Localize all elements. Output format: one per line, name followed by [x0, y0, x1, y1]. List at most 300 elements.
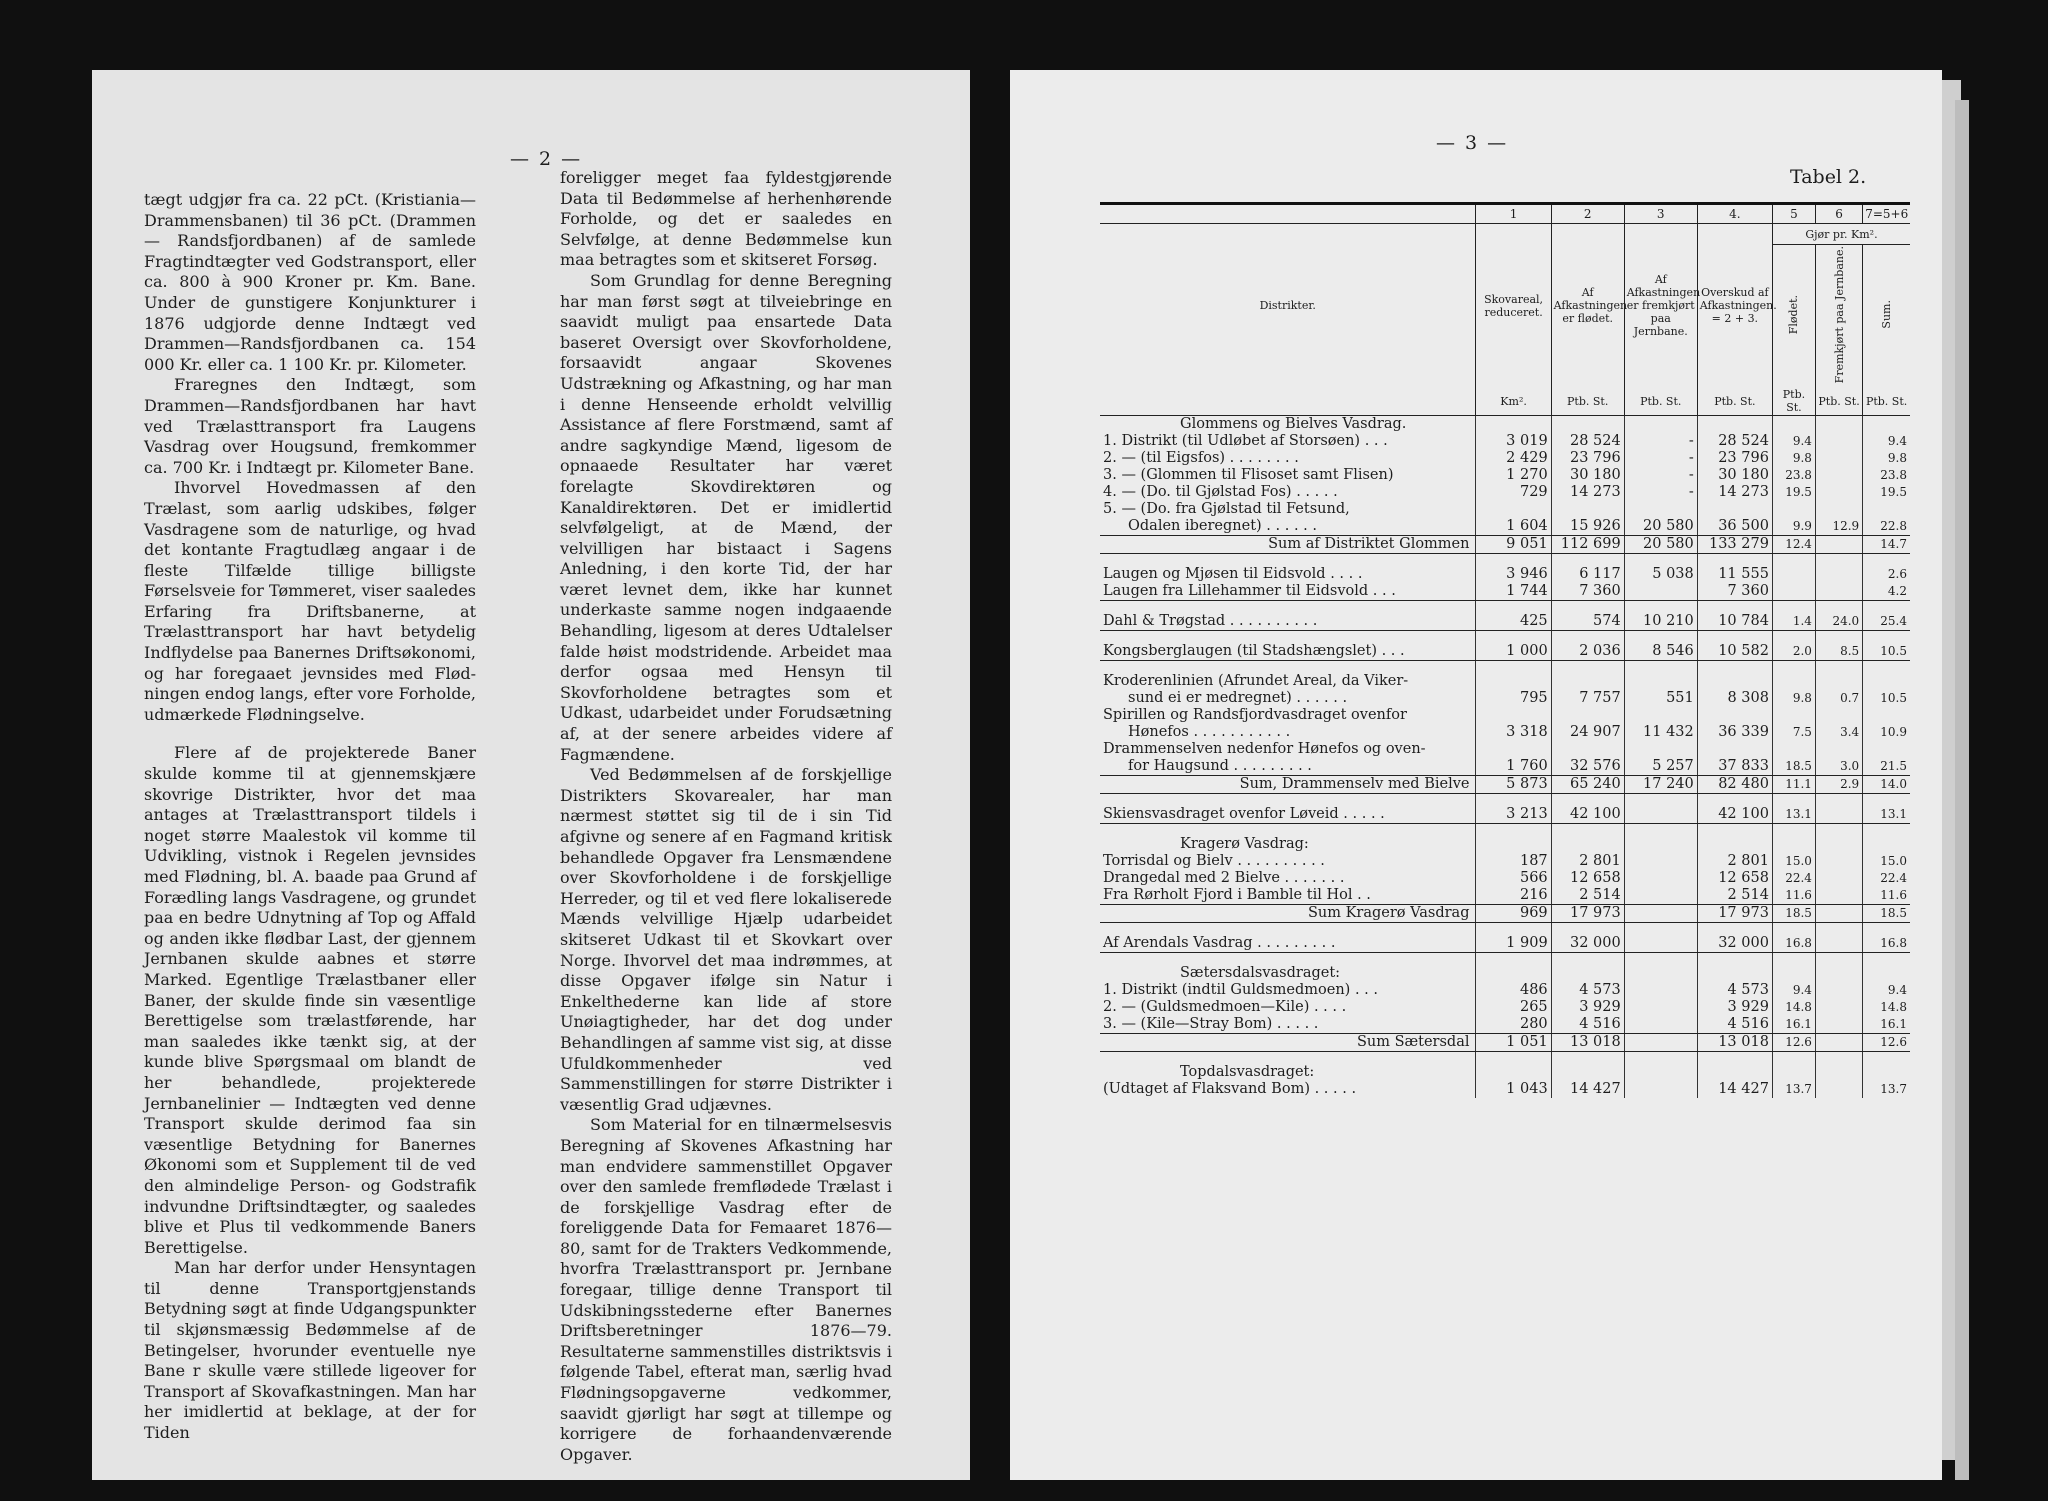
table-row: [1100, 583, 1910, 601]
value-cell: 15 926: [1551, 518, 1624, 536]
value-cell: [1624, 1064, 1697, 1081]
value-cell: [1772, 416, 1815, 434]
spacer-cell: [1815, 953, 1862, 966]
spacer-cell: [1697, 923, 1772, 936]
row-label: Glommens og Bielves Vasdrag.: [1180, 416, 1407, 433]
value-cell: [1815, 806, 1862, 824]
spacer-cell: [1815, 661, 1862, 674]
unit-cell: Ptb. St.: [1863, 387, 1910, 416]
value-cell: 14 273: [1551, 484, 1624, 501]
spacer-cell: [1697, 601, 1772, 614]
units-row: [1100, 387, 1910, 416]
value-cell: 795: [1476, 690, 1551, 707]
value-cell: 16.8: [1863, 935, 1910, 953]
value-cell: 3 019: [1476, 433, 1551, 450]
value-cell: 6 117: [1551, 566, 1624, 583]
value-cell: 1 000: [1476, 643, 1551, 661]
value-cell: 13.1: [1863, 806, 1910, 824]
value-cell: 3 946: [1476, 566, 1551, 583]
row-label: Sum Kragerø Vasdrag: [1100, 905, 1476, 923]
header-cell: 1: [1476, 204, 1551, 224]
header-cell: 7=5+6: [1863, 204, 1910, 224]
row-label: 3. — (Kile—Stray Bom) . . . . .: [1100, 1016, 1476, 1034]
value-cell: 425: [1476, 613, 1551, 631]
value-cell: 11.6: [1772, 887, 1815, 905]
value-cell: [1863, 965, 1910, 982]
value-cell: [1551, 965, 1624, 982]
value-cell: 10 582: [1697, 643, 1772, 661]
value-cell: [1863, 501, 1910, 518]
spacer-cell: [1624, 601, 1697, 614]
spacer-cell: [1100, 1052, 1476, 1065]
table-row: [1100, 433, 1910, 450]
spacer-cell: [1772, 661, 1815, 674]
spacer-cell: [1815, 794, 1862, 807]
value-cell: 20 580: [1624, 536, 1697, 554]
value-cell: 9.4: [1863, 433, 1910, 450]
unit-cell: Km².: [1476, 387, 1551, 416]
value-cell: 11.1: [1772, 776, 1815, 794]
spacer-cell: [1476, 923, 1551, 936]
table-row: [1100, 643, 1910, 661]
value-cell: [1772, 741, 1815, 758]
sum-row: [1100, 905, 1910, 923]
value-cell: 566: [1476, 870, 1551, 887]
value-cell: 2.0: [1772, 643, 1815, 661]
value-cell: [1772, 566, 1815, 583]
row-label: Kragerø Vasdrag:: [1180, 836, 1309, 853]
value-cell: 4 573: [1697, 982, 1772, 999]
spacer-cell: [1476, 601, 1551, 614]
spacer-cell: [1863, 1052, 1910, 1065]
value-cell: [1624, 870, 1697, 887]
value-cell: [1815, 982, 1862, 999]
row-label: Laugen fra Lillehammer til Eidsvold . . .: [1100, 583, 1476, 601]
text-column-left: [144, 190, 476, 1444]
paragraph: Ved Bedømmelsen af de forskjellige Distrikters Skovarealer, har man nærmest støttet sig til de i sin Tid afgivne og senere af en Fagmand kritisk behandlede Opgaver fra Lensmændene over Skovforholdene i de forskjellige Herreder, og til et ved flere lokaliserede Mænds velvillige Hjælp udarbeidet skitseret Udkast til et Skovkart over Norge. Ihvorvel det maa indrømmes, at disse Opgaver ifølge sin Natur i Enkelthederne kan lide af store Unøiagtigheder, har det dog under Behandlingen af samme vist sig, at disse Ufuldkommenheder ved Sammenstillingen for større Distrikter i væsentlig Grad udjævnes.: [560, 765, 892, 1114]
value-cell: 30 180: [1551, 467, 1624, 484]
sum-row: [1100, 536, 1910, 554]
value-cell: 13.1: [1772, 806, 1815, 824]
value-cell: [1815, 1081, 1862, 1098]
value-cell: -: [1624, 433, 1697, 450]
value-cell: [1624, 982, 1697, 999]
spacer-cell: [1100, 554, 1476, 567]
value-cell: 15.0: [1863, 853, 1910, 870]
row-label: Kroderenlinien (Afrundet Areal, da Viker-: [1103, 673, 1409, 690]
header-cell: [1100, 387, 1476, 416]
value-cell: 22.8: [1863, 518, 1910, 536]
row-label: Dahl & Trøgstad . . . . . . . . . .: [1100, 613, 1476, 631]
value-cell: 22.4: [1772, 870, 1815, 887]
value-cell: 42 100: [1697, 806, 1772, 824]
value-cell: 16.8: [1772, 935, 1815, 953]
spacer-row: [1100, 923, 1910, 936]
value-cell: 4 516: [1551, 1016, 1624, 1034]
value-cell: 10 784: [1697, 613, 1772, 631]
header-sum-km-label: Sum.: [1880, 300, 1894, 329]
sum-row: [1100, 1034, 1910, 1052]
value-cell: [1815, 999, 1862, 1016]
table-row: [1100, 982, 1910, 999]
value-cell: 19.5: [1863, 484, 1910, 501]
row-label: Hønefos . . . . . . . . . . .: [1128, 724, 1291, 741]
table-row: [1100, 501, 1910, 518]
row-label: 5. — (Do. fra Gjølstad til Fetsund,: [1103, 501, 1350, 518]
value-cell: [1697, 836, 1772, 853]
spacer-cell: [1863, 554, 1910, 567]
spacer-row: [1100, 601, 1910, 614]
value-cell: 9.8: [1772, 690, 1815, 707]
spacer-cell: [1100, 923, 1476, 936]
value-cell: 28 524: [1697, 433, 1772, 450]
spacer-cell: [1624, 554, 1697, 567]
row-label: 4. — (Do. til Gjølstad Fos) . . . . .: [1103, 484, 1338, 501]
spacer-cell: [1624, 953, 1697, 966]
value-cell: 16.1: [1772, 1016, 1815, 1034]
value-cell: 551: [1624, 690, 1697, 707]
value-cell: 18.5: [1863, 905, 1910, 923]
spacer-cell: [1697, 953, 1772, 966]
header-gjor: Gjør pr. Km².: [1772, 224, 1910, 245]
spacer-cell: [1624, 631, 1697, 644]
value-cell: 23 796: [1551, 450, 1624, 467]
value-cell: [1772, 583, 1815, 601]
row-label: Spirillen og Randsfjordvasdraget ovenfor: [1103, 707, 1407, 724]
value-cell: 2 514: [1551, 887, 1624, 905]
spacer-cell: [1697, 794, 1772, 807]
spacer-cell: [1476, 1052, 1551, 1065]
value-cell: [1476, 416, 1551, 434]
row-label: 1. Distrikt (til Udløbet af Storsøen) . . .: [1103, 433, 1388, 450]
value-cell: [1815, 583, 1862, 601]
value-cell: [1476, 673, 1551, 690]
spacer-cell: [1772, 1052, 1815, 1065]
value-cell: [1772, 1064, 1815, 1081]
value-cell: [1815, 870, 1862, 887]
value-cell: [1476, 1064, 1551, 1081]
value-cell: 24 907: [1551, 724, 1624, 741]
unit-cell: Ptb. St.: [1697, 387, 1772, 416]
header-fremkjort-km-label: Fremkjørt paa Jernbane.: [1832, 246, 1846, 384]
spacer-cell: [1815, 631, 1862, 644]
spacer-cell: [1772, 794, 1815, 807]
spacer-cell: [1551, 554, 1624, 567]
spacer-cell: [1551, 794, 1624, 807]
value-cell: 7 360: [1551, 583, 1624, 601]
value-cell: 14.0: [1863, 776, 1910, 794]
value-cell: 2.6: [1863, 566, 1910, 583]
table-row: [1100, 758, 1910, 776]
value-cell: 3.0: [1815, 758, 1862, 776]
value-cell: [1815, 566, 1862, 583]
paragraph: Fraregnes den Indtægt, som Drammen—Randsfjordbanen har havt ved Trælasttransport fra Laugens Vasdrag over Hougsund, fremkommer ca. 700 Kr. i Indtægt pr. Kilometer Bane.: [144, 375, 476, 477]
value-cell: [1697, 965, 1772, 982]
table-row: [1100, 450, 1910, 467]
value-cell: 36 500: [1697, 518, 1772, 536]
value-cell: [1551, 836, 1624, 853]
header-overskud: [1697, 224, 1777, 388]
value-cell: 15.0: [1772, 853, 1815, 870]
value-cell: 24.0: [1815, 613, 1862, 631]
value-cell: 12.9: [1815, 518, 1862, 536]
paragraph: tægt udgjør fra ca. 22 pCt. (Kristiania—Drammensbanen) til 36 pCt. (Drammen — Randsfjordbanen) af de samlede Fragtindtægter ved Godstransport, eller ca. 800 à 900 Kroner pr. Km. Bane. Under de gunstigere Konjunkturer i 1876 udgjorde denne Indtægt ved Drammen—Randsfjordbanen ca. 154 000 Kr. eller ca. 1 100 Kr. pr. Kilometer.: [144, 190, 476, 374]
value-cell: [1624, 741, 1697, 758]
section-row: [1100, 965, 1910, 982]
spacer-cell: [1697, 631, 1772, 644]
table-label: Tabel 2.: [1790, 166, 1867, 188]
spacer-row: [1100, 1052, 1910, 1065]
row-label: Fra Rørholt Fjord i Bamble til Hol . .: [1100, 887, 1476, 905]
value-cell: [1815, 484, 1862, 501]
table-row: [1100, 1016, 1910, 1034]
value-cell: [1476, 501, 1551, 518]
value-cell: [1624, 806, 1697, 824]
value-cell: 23.8: [1863, 467, 1910, 484]
value-cell: 1 604: [1476, 518, 1551, 536]
header-jernbane: Af Afkastningen er fremkjørt paa Jernbane.: [1624, 224, 1697, 388]
value-cell: 19.5: [1772, 484, 1815, 501]
value-cell: 13.7: [1772, 1081, 1815, 1098]
value-cell: 14.8: [1863, 999, 1910, 1016]
value-cell: 18.5: [1772, 758, 1815, 776]
value-cell: 1 744: [1476, 583, 1551, 601]
value-cell: [1551, 1064, 1624, 1081]
value-cell: 3 929: [1551, 999, 1624, 1016]
spacer-cell: [1624, 1052, 1697, 1065]
value-cell: [1476, 707, 1551, 724]
value-cell: [1815, 853, 1862, 870]
spacer-cell: [1100, 824, 1476, 837]
value-cell: 10.5: [1863, 690, 1910, 707]
section-row: [1100, 1064, 1910, 1081]
paragraph: foreligger meget faa fyldestgjørende Data til Bedømmelse af herhenhørende Forholde, og det er saaledes en Selvfølge, at denne Bedømmelse kun maa betragtes som et skitseret Forsøg.: [560, 168, 892, 270]
header-flodet-km-label: Flødet.: [1787, 295, 1801, 335]
value-cell: [1476, 965, 1551, 982]
value-cell: 4 516: [1697, 1016, 1772, 1034]
value-cell: [1815, 450, 1862, 467]
table-row: [1100, 707, 1910, 724]
spacer-cell: [1624, 923, 1697, 936]
unit-cell: Ptb. St.: [1551, 387, 1624, 416]
row-label: Sætersdalsvasdraget:: [1180, 965, 1341, 982]
value-cell: 42 100: [1551, 806, 1624, 824]
value-cell: 3 213: [1476, 806, 1551, 824]
value-cell: [1863, 1064, 1910, 1081]
value-cell: 2 036: [1551, 643, 1624, 661]
row-label: Topdalsvasdraget:: [1180, 1064, 1315, 1081]
unit-cell: Ptb. St.: [1772, 387, 1815, 416]
value-cell: [1772, 707, 1815, 724]
value-cell: -: [1624, 450, 1697, 467]
value-cell: [1815, 741, 1862, 758]
value-cell: 5 038: [1624, 566, 1697, 583]
value-cell: [1624, 501, 1697, 518]
value-cell: [1772, 501, 1815, 518]
value-cell: 112 699: [1551, 536, 1624, 554]
value-cell: [1476, 836, 1551, 853]
page-stack-edge: [1955, 100, 1969, 1480]
value-cell: 10.5: [1863, 643, 1910, 661]
value-cell: 25.4: [1863, 613, 1910, 631]
value-cell: 1 760: [1476, 758, 1551, 776]
spacer-cell: [1624, 824, 1697, 837]
spacer-cell: [1863, 953, 1910, 966]
table-row: [1100, 467, 1910, 484]
value-cell: [1697, 741, 1772, 758]
value-cell: [1624, 853, 1697, 870]
spacer-cell: [1624, 794, 1697, 807]
value-cell: [1697, 673, 1772, 690]
value-cell: [1624, 836, 1697, 853]
value-cell: -: [1624, 467, 1697, 484]
value-cell: 2 514: [1697, 887, 1772, 905]
value-cell: 8.5: [1815, 643, 1862, 661]
spacer-cell: [1815, 601, 1862, 614]
spacer-cell: [1476, 953, 1551, 966]
value-cell: 23.8: [1772, 467, 1815, 484]
value-cell: 17 973: [1697, 905, 1772, 923]
value-cell: [1815, 1064, 1862, 1081]
table-row: [1100, 484, 1910, 501]
value-cell: [1624, 416, 1697, 434]
value-cell: [1624, 1016, 1697, 1034]
value-cell: 10 210: [1624, 613, 1697, 631]
value-cell: 265: [1476, 999, 1551, 1016]
value-cell: 5 873: [1476, 776, 1551, 794]
value-cell: 12.6: [1863, 1034, 1910, 1052]
value-cell: 1 043: [1476, 1081, 1551, 1098]
row-label: Laugen og Mjøsen til Eidsvold . . . .: [1103, 566, 1363, 583]
value-cell: 28 524: [1551, 433, 1624, 450]
row-label: sund ei er medregnet) . . . . . .: [1128, 690, 1348, 707]
value-cell: [1815, 467, 1862, 484]
table-row: [1100, 690, 1910, 707]
value-cell: 10.9: [1863, 724, 1910, 741]
value-cell: [1815, 836, 1862, 853]
table-row: [1100, 853, 1910, 870]
value-cell: 11 432: [1624, 724, 1697, 741]
row-label: Kongsberglaugen (til Stadshængslet) . . .: [1100, 643, 1476, 661]
data-table: [1100, 202, 1910, 1098]
header-fremkjort-km: [1815, 245, 1862, 388]
spacer-cell: [1476, 631, 1551, 644]
spacer-row: [1100, 554, 1910, 567]
value-cell: [1772, 836, 1815, 853]
header-cell: 5: [1772, 204, 1815, 224]
spacer-cell: [1772, 824, 1815, 837]
spacer-cell: [1815, 824, 1862, 837]
spacer-cell: [1100, 953, 1476, 966]
value-cell: 1 909: [1476, 935, 1551, 953]
value-cell: 8 308: [1697, 690, 1772, 707]
value-cell: 36 339: [1697, 724, 1772, 741]
spacer-cell: [1772, 601, 1815, 614]
value-cell: 9.4: [1772, 433, 1815, 450]
value-cell: [1624, 999, 1697, 1016]
value-cell: [1624, 583, 1697, 601]
value-cell: 18.5: [1772, 905, 1815, 923]
value-cell: 280: [1476, 1016, 1551, 1034]
spacer-cell: [1697, 661, 1772, 674]
value-cell: 82 480: [1697, 776, 1772, 794]
value-cell: 17 973: [1551, 905, 1624, 923]
left-page: [92, 70, 970, 1480]
value-cell: [1697, 501, 1772, 518]
spacer-cell: [1100, 601, 1476, 614]
value-cell: 2.9: [1815, 776, 1862, 794]
row-label: Odalen iberegnet) . . . . . .: [1100, 518, 1476, 536]
header-overskud-formula: = 2 + 3.: [1711, 312, 1759, 326]
value-cell: 2 801: [1697, 853, 1772, 870]
header-cell: 2: [1551, 204, 1624, 224]
value-cell: 729: [1476, 484, 1551, 501]
value-cell: 2 429: [1476, 450, 1551, 467]
value-cell: [1551, 741, 1624, 758]
spacer-cell: [1697, 554, 1772, 567]
header-cell: 3: [1624, 204, 1697, 224]
paragraph: Man har derfor under Hensyntagen til denne Transportgjenstands Betydning søgt at finde Udgangspunkter til skjønsmæssig Bedømmelse af de Betingelser, hvorunder eventuelle nye Bane r skulle være stillede ligeover for Transport af Skovafkastningen. Man har her imidlertid at beklage, at der for Tiden: [144, 1258, 476, 1443]
header-flodet: Af Afkastningen er flødet.: [1551, 224, 1624, 388]
row-label: 2. — (til Eigsfos) . . . . . . . .: [1103, 450, 1299, 467]
value-cell: 65 240: [1551, 776, 1624, 794]
value-cell: 12 658: [1551, 870, 1624, 887]
value-cell: 12.4: [1772, 536, 1815, 554]
spacer-row: [1100, 794, 1910, 807]
spacer-row: [1100, 661, 1910, 674]
row-label: Drangedal med 2 Bielve . . . . . . .: [1103, 870, 1345, 887]
spacer-cell: [1697, 1052, 1772, 1065]
value-cell: [1815, 1034, 1862, 1052]
value-cell: 7.5: [1772, 724, 1815, 741]
spacer-cell: [1772, 953, 1815, 966]
spacer-cell: [1476, 554, 1551, 567]
spacer-cell: [1551, 631, 1624, 644]
table-row: [1100, 887, 1910, 905]
column-number-row: [1100, 204, 1910, 224]
spacer-cell: [1863, 601, 1910, 614]
value-cell: 32 000: [1697, 935, 1772, 953]
value-cell: [1624, 707, 1697, 724]
value-cell: 8 546: [1624, 643, 1697, 661]
header-distrikter: Distrikter.: [1259, 299, 1316, 313]
row-label: (Udtaget af Flaksvand Bom) . . . . .: [1103, 1081, 1357, 1098]
value-cell: [1624, 1081, 1697, 1098]
value-cell: [1551, 501, 1624, 518]
value-cell: 7 757: [1551, 690, 1624, 707]
value-cell: 13.7: [1863, 1081, 1910, 1098]
table-row: [1100, 806, 1910, 824]
header-cell: 4.: [1697, 204, 1772, 224]
value-cell: [1624, 965, 1697, 982]
value-cell: 17 240: [1624, 776, 1697, 794]
value-cell: 9.9: [1772, 518, 1815, 536]
unit-cell: Ptb. St.: [1815, 387, 1862, 416]
spacer-cell: [1815, 554, 1862, 567]
row-label: Sum af Distriktet Glommen: [1100, 536, 1476, 554]
table-row: [1100, 673, 1910, 690]
value-cell: 13 018: [1551, 1034, 1624, 1052]
spacer-cell: [1100, 794, 1476, 807]
value-cell: [1815, 673, 1862, 690]
text-column-right: [560, 168, 892, 1465]
value-cell: 11 555: [1697, 566, 1772, 583]
value-cell: [1697, 1064, 1772, 1081]
value-cell: 5 257: [1624, 758, 1697, 776]
page-number: — 3 —: [1436, 132, 1509, 154]
value-cell: [1863, 416, 1910, 434]
value-cell: [1697, 707, 1772, 724]
